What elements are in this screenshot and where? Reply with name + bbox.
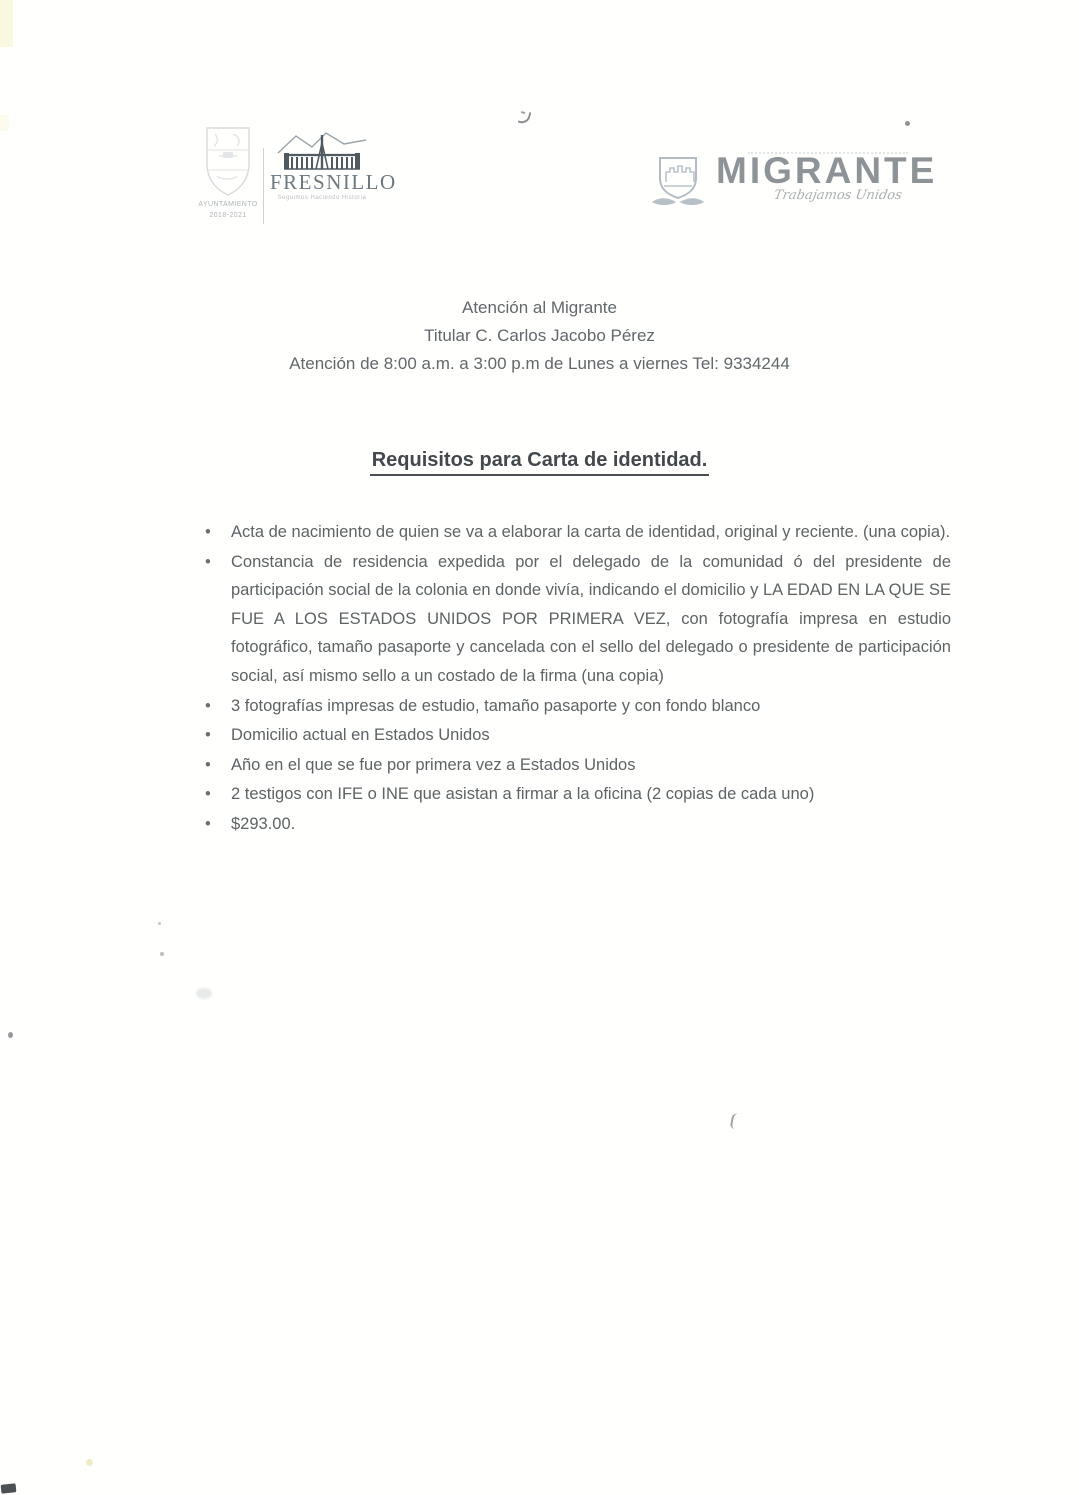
contact-titular-line: Titular C. Carlos Jacobo Pérez: [424, 326, 655, 345]
scan-artifact-squiggle: [730, 1113, 740, 1130]
crest-shield-icon: [196, 126, 260, 198]
scan-artifact-smudge: [1, 1483, 17, 1494]
list-item: • Acta de nacimiento de quien se va a elaborar la carta de identidad, original y reciente. (una copia).: [203, 518, 951, 547]
logo-divider: [263, 148, 264, 224]
list-item: • Año en el que se fue por primera vez a Estados Unidos: [203, 751, 951, 780]
contact-office-line: Atención al Migrante: [462, 298, 617, 317]
document-title-text: Requisitos para Carta de identidad.: [370, 449, 710, 476]
migrante-tagline: Trabajamos Unidos: [772, 188, 904, 203]
fresnillo-tagline: Seguimos Haciendo Historia: [277, 195, 367, 201]
municipal-crest-logo: [196, 126, 260, 220]
contact-block: [0, 294, 1079, 378]
list-item: • 3 fotografías impresas de estudio, tamaño pasaporte y con fondo blanco: [203, 692, 951, 721]
list-item: • $293.00.: [203, 810, 951, 839]
migrante-textblock: [716, 152, 937, 203]
scan-artifact-dot: [8, 1032, 13, 1038]
contact-hours-line: Atención de 8:00 a.m. a 3:00 p.m de Lunes a viernes Tel: 9334244: [289, 354, 790, 373]
fresnillo-logo: [270, 131, 397, 201]
scan-artifact-dot: [905, 121, 910, 126]
migrante-wordmark: MIGRANTE: [716, 150, 938, 191]
crest-caption: AYUNTAMIENTO: [198, 201, 258, 208]
list-item: • Constancia de residencia expedida por el delegado de la comunidad ó del presidente de participación social de la colonia en donde vivía, indicando el domicilio y LA EDAD EN LA QUE SE FUE A LOS ESTADOS UNIDOS POR PRIMERA VEZ, con fotografía impresa en estudio fotográfico, tamaño pasaporte y cancelada con el sello del delegado o presidente de participación social, así mismo sello a un costado de la firma (una copia): [203, 548, 951, 691]
scan-artifact-dot: [86, 1459, 93, 1466]
mine-headframe-icon: [270, 131, 374, 173]
document-title: [0, 449, 1079, 476]
scan-artifact-squiggle: [518, 110, 532, 125]
scan-artifact-corner: [0, 115, 9, 131]
list-item: • 2 testigos con IFE o INE que asistan a firmar a la oficina (2 copias de cada uno): [203, 780, 951, 809]
scan-artifact-corner: [0, 0, 13, 47]
requirements-list: [203, 518, 951, 840]
list-item: • Domicilio actual en Estados Unidos: [203, 721, 951, 750]
scan-artifact-speck: [158, 922, 161, 925]
migrante-shield-icon: [650, 152, 706, 210]
fresnillo-wordmark: FRESNILLO: [270, 170, 397, 194]
crest-caption: 2018-2021: [209, 212, 247, 219]
scan-artifact-speck: [160, 952, 164, 956]
scan-artifact-speck: [196, 988, 212, 999]
migrante-logo: [650, 152, 937, 210]
